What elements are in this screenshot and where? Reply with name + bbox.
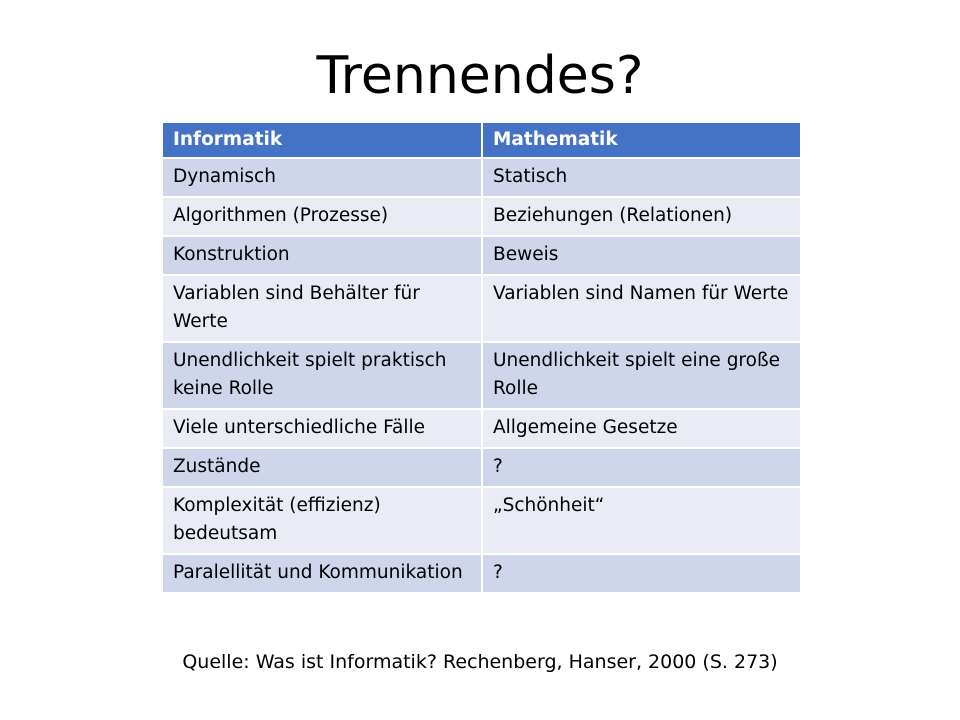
table-row (162, 448, 801, 487)
cell-mathematik: Allgemeine Gesetze (482, 409, 801, 448)
cell-informatik: Viele unterschiedliche Fälle (162, 409, 482, 448)
table-row (162, 487, 801, 554)
table-row (162, 275, 801, 342)
slide-title: Trennendes? (316, 46, 644, 106)
comparison-table (161, 121, 802, 594)
cell-mathematik: ? (482, 448, 801, 487)
header-informatik: Informatik (162, 122, 482, 158)
table-row (162, 197, 801, 236)
cell-mathematik: Variablen sind Namen für Werte (482, 275, 801, 342)
cell-informatik: Dynamisch (162, 158, 482, 197)
cell-informatik: Zustände (162, 448, 482, 487)
table-row (162, 158, 801, 197)
cell-informatik: Unendlichkeit spielt praktisch keine Rolle (162, 342, 482, 409)
cell-mathematik: Beziehungen (Relationen) (482, 197, 801, 236)
cell-informatik: Paralellität und Kommunikation (162, 554, 482, 593)
cell-mathematik: Statisch (482, 158, 801, 197)
table-row (162, 342, 801, 409)
source-citation: Quelle: Was ist Informatik? Rechenberg, Hanser, 2000 (S. 273) (182, 651, 778, 673)
table-row (162, 236, 801, 275)
table-row (162, 554, 801, 593)
table-row (162, 409, 801, 448)
cell-mathematik: Beweis (482, 236, 801, 275)
table-header-row (162, 122, 801, 158)
cell-informatik: Komplexität (effizienz) bedeutsam (162, 487, 482, 554)
cell-mathematik: Unendlichkeit spielt eine große Rolle (482, 342, 801, 409)
cell-informatik: Algorithmen (Prozesse) (162, 197, 482, 236)
header-mathematik: Mathematik (482, 122, 801, 158)
cell-informatik: Konstruktion (162, 236, 482, 275)
cell-mathematik: „Schönheit“ (482, 487, 801, 554)
cell-mathematik: ? (482, 554, 801, 593)
cell-informatik: Variablen sind Behälter für Werte (162, 275, 482, 342)
